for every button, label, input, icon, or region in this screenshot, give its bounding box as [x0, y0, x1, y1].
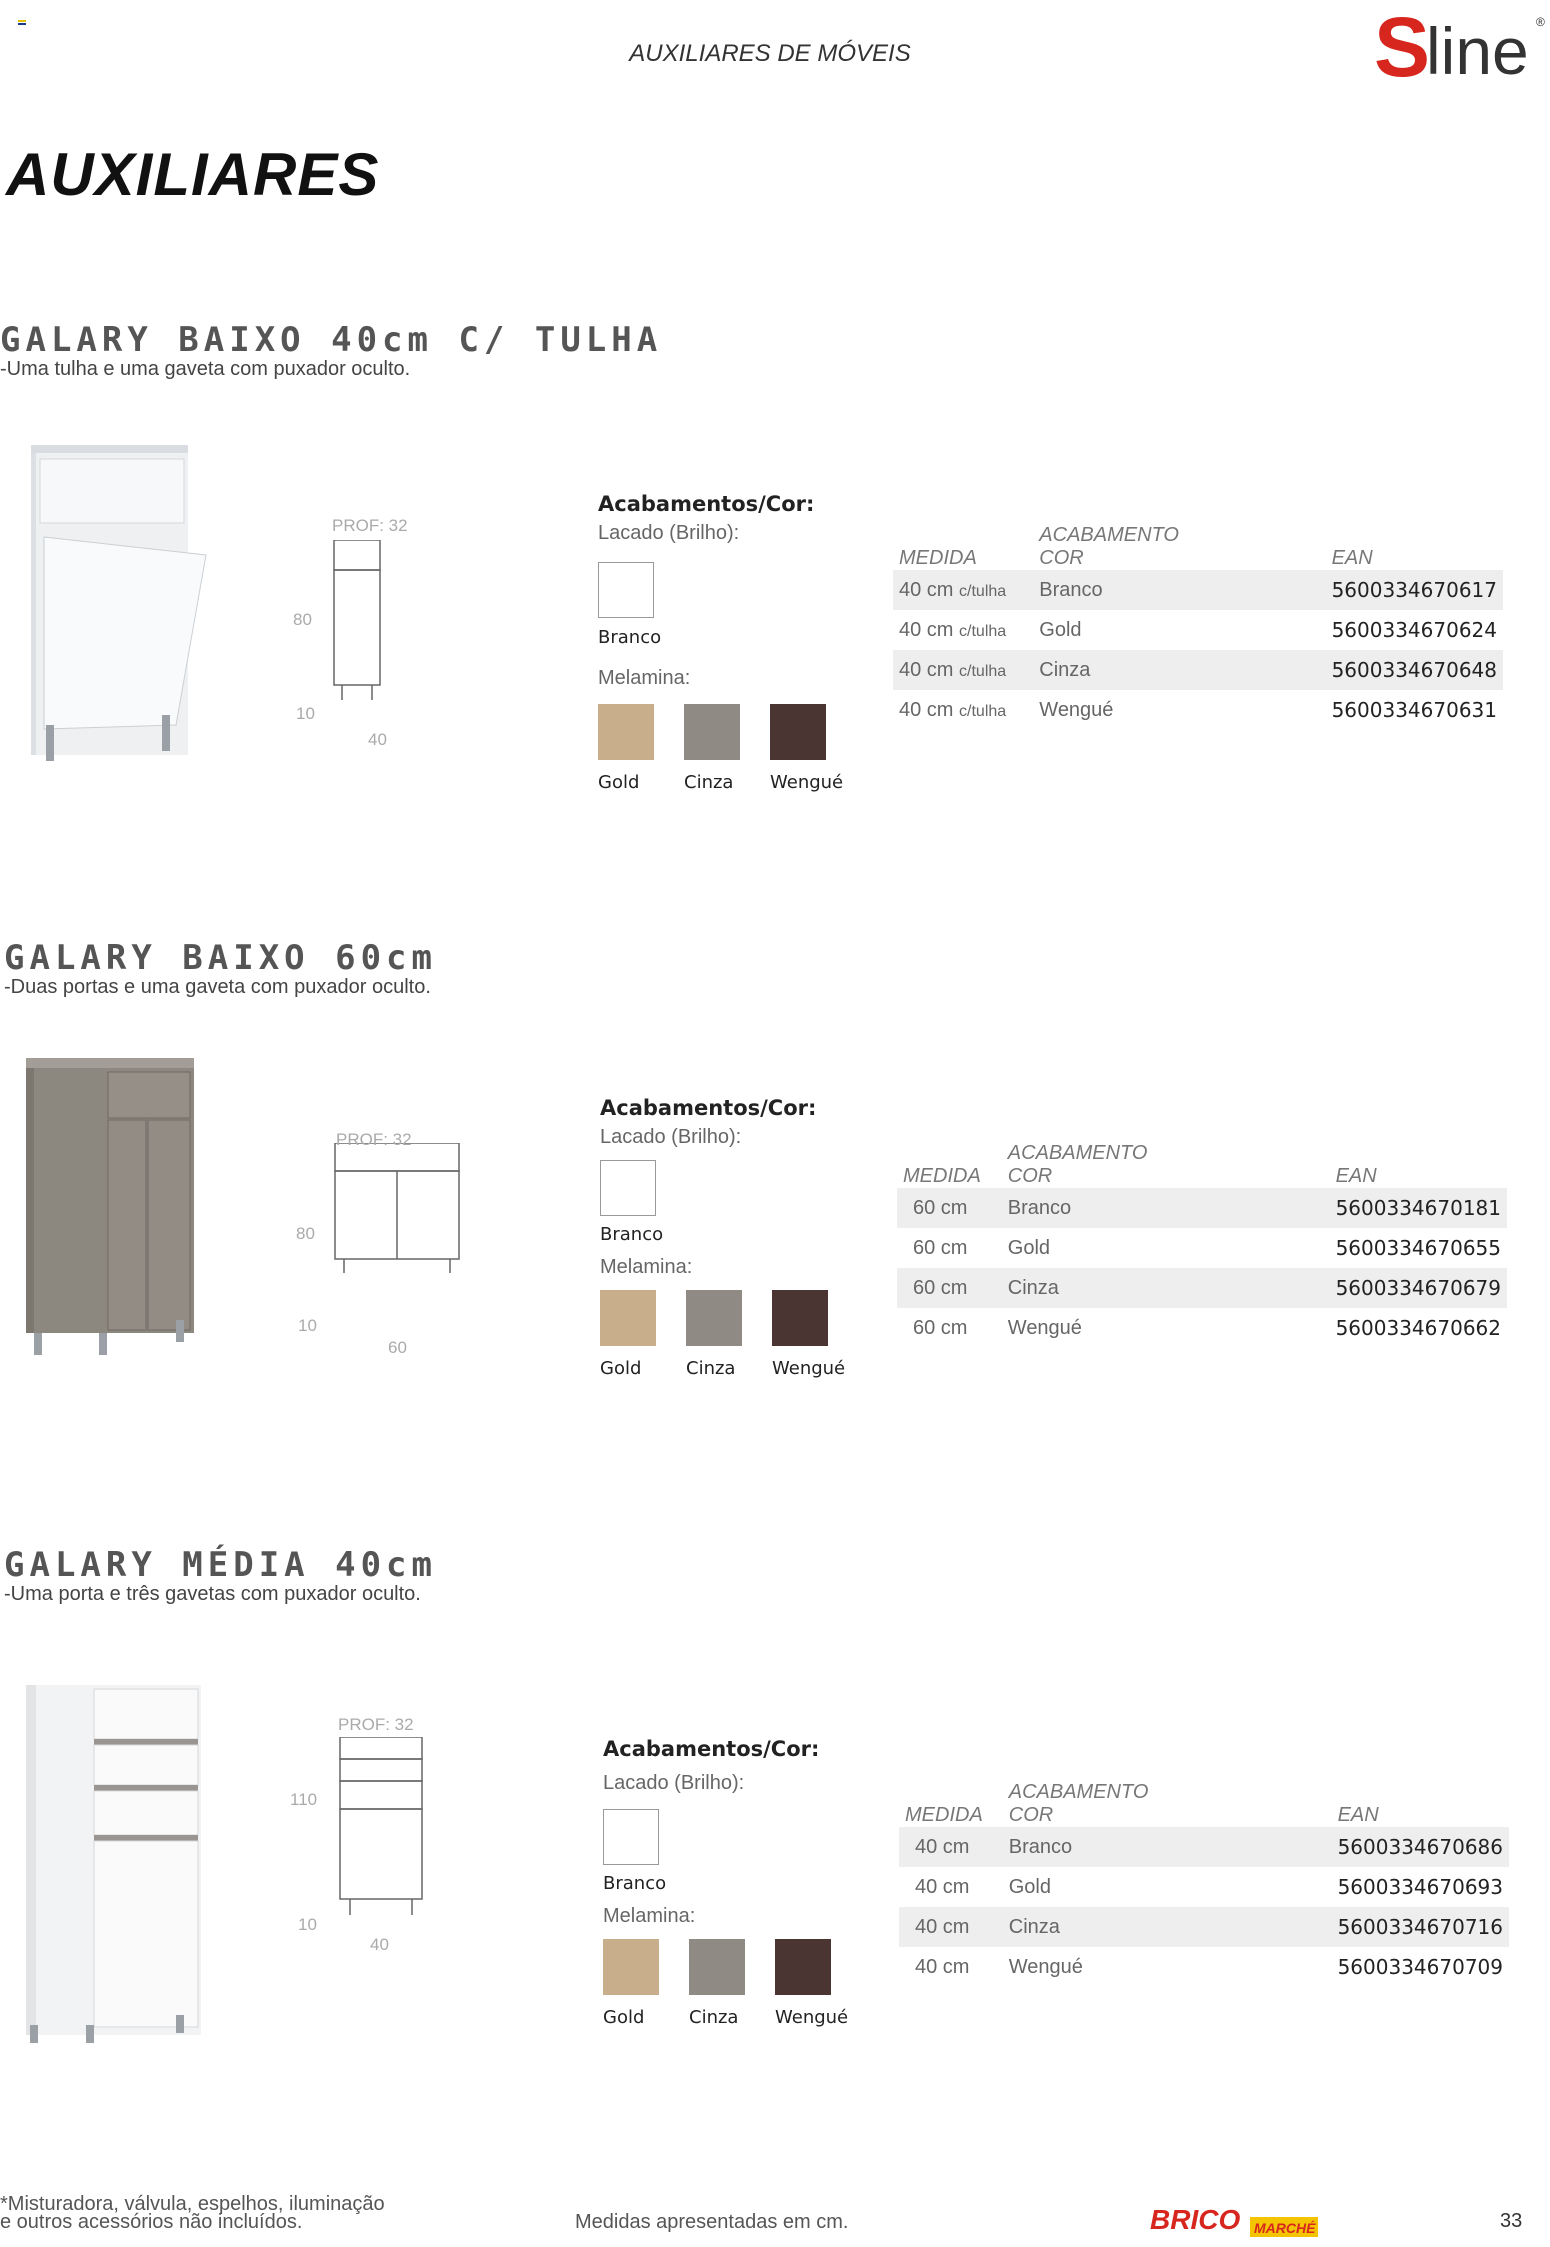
swatch-label: Gold	[600, 1358, 642, 1379]
swatch-label: Gold	[603, 2007, 645, 2028]
header-category: AUXILIARES DE MÓVEIS	[629, 40, 911, 67]
medida-value: 40 cm	[899, 658, 954, 681]
finishes-panel	[600, 1096, 890, 1396]
melamina-label: Melamina:	[598, 667, 691, 689]
technical-drawing	[336, 1737, 426, 1917]
swatch-gold[interactable]	[598, 704, 654, 760]
medida-value: 40 cm	[899, 618, 954, 641]
lacado-label: Lacado (Brilho):	[598, 522, 740, 544]
cell-medida: 40 cm	[915, 1955, 970, 1978]
cell-cor: Gold	[1007, 1236, 1051, 1259]
table-row	[899, 1827, 1509, 1867]
swatch-label: Cinza	[686, 1358, 736, 1379]
table-row	[893, 650, 1503, 690]
table-row	[893, 570, 1503, 610]
table-row	[897, 1188, 1507, 1228]
page-number: 33	[1500, 2210, 1523, 2232]
finishes-title: Acabamentos/Cor:	[598, 492, 815, 516]
swatch-branco[interactable]	[598, 562, 654, 618]
cell-ean: 5600334670709	[1337, 1955, 1503, 1979]
corner-mark	[18, 20, 26, 26]
cell-medida	[893, 650, 1033, 690]
header-acabamento-line2: COR	[1007, 1165, 1053, 1187]
cell-cor: Branco	[1003, 1827, 1332, 1867]
header-acabamento-line2: COR	[1008, 1804, 1054, 1826]
cell-medida: 40 cm	[899, 1827, 1003, 1867]
col-header-medida: MEDIDA	[903, 1165, 981, 1187]
page-title: AUXILIARES	[6, 141, 380, 208]
table-row	[897, 1228, 1507, 1268]
technical-drawing	[332, 1143, 462, 1273]
medida-value: 40 cm	[899, 578, 954, 601]
swatch-branco[interactable]	[603, 1809, 659, 1865]
col-header-acabamento	[1003, 1777, 1332, 1827]
header-acabamento-line2: COR	[1039, 547, 1084, 569]
dim-depth: PROF: 32	[332, 516, 408, 535]
col-header-acabamento	[1002, 1138, 1330, 1188]
product-photo	[26, 1685, 206, 2045]
header-acabamento-line1: ACABAMENTO	[1039, 524, 1179, 546]
footnote-line: e outros acessórios não incluídos.	[0, 2211, 303, 2233]
col-header-ean: EAN	[1337, 1804, 1379, 1826]
spec-table	[893, 520, 1503, 730]
swatch-label: Branco	[600, 1224, 664, 1245]
marche-text: MARCHÉ	[1254, 2220, 1316, 2236]
swatch-cinza[interactable]	[689, 1939, 745, 1995]
cell-cor: Gold	[1008, 1875, 1051, 1898]
spec-table	[897, 1138, 1507, 1348]
swatch-wengue[interactable]	[772, 1290, 828, 1346]
swatch-wengue[interactable]	[775, 1939, 831, 1995]
dim-width: 40	[368, 730, 387, 749]
dim-leg: 10	[298, 1915, 317, 1934]
swatch-label: Cinza	[689, 2007, 739, 2028]
swatch-label: Branco	[598, 627, 662, 648]
col-header-acabamento	[1033, 520, 1325, 570]
cell-cor: Branco	[1002, 1188, 1330, 1228]
dim-height: 80	[296, 1224, 315, 1243]
col-header-ean: EAN	[1331, 547, 1373, 569]
swatch-cinza[interactable]	[686, 1290, 742, 1346]
swatch-label: Wengué	[772, 1358, 846, 1379]
cell-ean: 5600334670679	[1330, 1268, 1507, 1308]
cell-ean: 5600334670716	[1332, 1907, 1509, 1947]
cell-medida: 40 cm	[915, 1875, 970, 1898]
col-header-medida: MEDIDA	[905, 1804, 983, 1826]
table-row	[893, 610, 1503, 650]
brico-text: BRICO	[1150, 2204, 1241, 2235]
footnote	[0, 2195, 420, 2231]
cell-cor: Gold	[1039, 618, 1082, 641]
product-description: -Uma porta e três gavetas com puxador oculto.	[4, 1583, 421, 1605]
table-row	[899, 1907, 1509, 1947]
table-row	[899, 1947, 1509, 1987]
finishes-panel	[603, 1737, 893, 2037]
medida-suffix: c/tulha	[959, 622, 1007, 640]
brico-marche-logo	[1150, 2203, 1320, 2239]
table-row	[899, 1867, 1509, 1907]
cell-ean: 5600334670624	[1331, 618, 1497, 642]
cell-ean: 5600334670655	[1335, 1236, 1501, 1260]
logo-line: line	[1426, 14, 1529, 88]
product-photo	[26, 1058, 201, 1358]
swatch-gold[interactable]	[600, 1290, 656, 1346]
swatch-cinza[interactable]	[684, 704, 740, 760]
cell-cor: Wengué	[1008, 1955, 1083, 1978]
swatch-label: Branco	[603, 1873, 667, 1894]
finishes-title: Acabamentos/Cor:	[603, 1737, 820, 1761]
swatch-label: Gold	[598, 772, 640, 793]
dim-depth: PROF: 32	[336, 1130, 412, 1149]
cell-ean: 5600334670686	[1332, 1827, 1509, 1867]
cell-cor: Branco	[1033, 570, 1325, 610]
header-acabamento-line1: ACABAMENTO	[1008, 1781, 1149, 1803]
medida-suffix: c/tulha	[959, 662, 1007, 680]
cell-medida: 60 cm	[913, 1236, 968, 1259]
medida-suffix: c/tulha	[959, 582, 1007, 600]
cell-cor: Cinza	[1002, 1268, 1330, 1308]
medida-value: 40 cm	[899, 698, 954, 721]
cell-medida: 60 cm	[897, 1188, 1002, 1228]
spec-table	[899, 1777, 1509, 1987]
cell-medida	[893, 570, 1033, 610]
cell-cor: Cinza	[1033, 650, 1325, 690]
cell-ean: 5600334670181	[1330, 1188, 1507, 1228]
swatch-branco[interactable]	[600, 1160, 656, 1216]
cell-medida: 60 cm	[897, 1268, 1002, 1308]
dim-leg: 10	[296, 704, 315, 723]
table-row	[893, 690, 1503, 730]
dim-width: 40	[370, 1935, 389, 1954]
cell-medida: 60 cm	[913, 1316, 968, 1339]
table-header-row	[897, 1138, 1507, 1188]
col-header-medida: MEDIDA	[899, 547, 977, 569]
melamina-label: Melamina:	[600, 1256, 693, 1278]
product-description: -Duas portas e uma gaveta com puxador oculto.	[4, 976, 431, 998]
product-title: GALARY MÉDIA 40cm	[4, 1545, 437, 1585]
finishes-title: Acabamentos/Cor:	[600, 1096, 817, 1120]
table-row	[897, 1308, 1507, 1348]
finishes-panel	[598, 492, 888, 792]
cell-ean: 5600334670617	[1326, 570, 1503, 610]
swatch-wengue[interactable]	[770, 704, 826, 760]
cell-cor: Cinza	[1003, 1907, 1332, 1947]
product-description: -Uma tulha e uma gaveta com puxador oculto.	[0, 358, 411, 380]
lacado-label: Lacado (Brilho):	[600, 1126, 742, 1148]
footnote-line: *Misturadora, válvula, espelhos, iluminação	[0, 2193, 385, 2215]
cell-ean: 5600334670662	[1335, 1316, 1501, 1340]
dim-height: 110	[290, 1790, 318, 1809]
product-photo	[28, 445, 213, 770]
header-acabamento-line1: ACABAMENTO	[1007, 1142, 1148, 1164]
table-header-row	[899, 1777, 1509, 1827]
cell-ean: 5600334670693	[1337, 1875, 1503, 1899]
swatch-gold[interactable]	[603, 1939, 659, 1995]
product-title: GALARY BAIXO 60cm	[4, 938, 437, 978]
dim-leg: 10	[298, 1316, 317, 1335]
swatch-label: Wengué	[775, 2007, 849, 2028]
swatch-label: Cinza	[684, 772, 734, 793]
product-title: GALARY BAIXO 40cm C/ TULHA	[0, 320, 663, 360]
technical-drawing	[330, 540, 410, 700]
table-header-row	[893, 520, 1503, 570]
col-header-ean: EAN	[1335, 1165, 1377, 1187]
logo-registered: ®	[1536, 15, 1545, 29]
cell-medida	[893, 690, 1033, 730]
footer-note: Medidas apresentadas em cm.	[575, 2211, 849, 2233]
cell-cor: Wengué	[1007, 1316, 1082, 1339]
dim-depth: PROF: 32	[338, 1715, 414, 1734]
dim-width: 60	[388, 1338, 407, 1357]
melamina-label: Melamina:	[603, 1905, 696, 1927]
sline-logo	[1370, 0, 1550, 90]
cell-ean: 5600334670631	[1331, 698, 1497, 722]
table-row	[897, 1268, 1507, 1308]
dim-height: 80	[293, 610, 312, 629]
cell-medida: 40 cm	[899, 1907, 1003, 1947]
lacado-label: Lacado (Brilho):	[603, 1772, 745, 1794]
medida-suffix: c/tulha	[959, 702, 1007, 720]
cell-ean: 5600334670648	[1326, 650, 1503, 690]
cell-cor: Wengué	[1039, 698, 1114, 721]
cell-medida	[893, 610, 1033, 650]
logo-s: S	[1374, 0, 1431, 90]
swatch-label: Wengué	[770, 772, 844, 793]
